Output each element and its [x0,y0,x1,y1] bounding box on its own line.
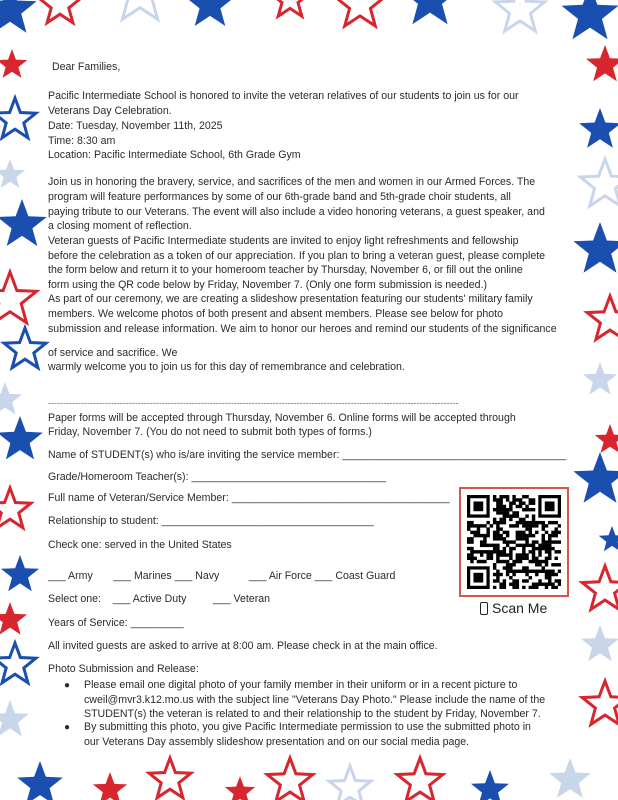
star-icon [573,452,618,503]
relationship-field[interactable]: Relationship to student: ____________________________________ [48,515,374,527]
star-icon [471,770,509,800]
form-notice: Paper forms will be accepted through Thursday, November 6. Online forms will be accepted through [48,412,516,424]
star-icon [271,0,309,16]
star-icon [583,362,617,395]
star-icon [0,382,22,415]
body-line: the form below and return it to your homeroom teacher by Thursday, November 6, or fill out the online [48,264,523,276]
star-icon [582,681,618,724]
bullet-line: By submitting this photo, you give Pacific Intermediate permission to use the submitted photo in [84,721,531,733]
scan-me-text: Scan Me [492,600,548,616]
body-line: Veteran guests of Pacific Intermediate students are invited to enjoy light refreshments and fellowship [48,235,519,247]
branch-options[interactable]: ___ Army ___ Marines ___ Navy ___ Air Force ___ Coast Guard [48,570,396,582]
photo-heading: Photo Submission and Release: [48,663,199,675]
star-icon [580,159,618,206]
closing-line: of service and sacrifice. We [48,347,178,359]
cut-line: ----------------------------------------------------------------------------------------------------------------------------------------- [48,398,459,408]
star-icon [17,761,63,800]
star-icon [0,98,36,138]
star-icon [599,526,618,551]
star-icon [587,296,618,339]
check-one-label: Check one: served in the United States [48,539,232,551]
body-line: As part of our ceremony, we are creating a slideshow presentation featuring our students' military family [48,293,533,305]
star-icon [586,45,618,81]
star-icon [549,758,591,798]
qr-code[interactable] [459,487,569,597]
star-icon [93,772,127,800]
bullet-line: our Veterans Day assembly slideshow presentation and on our social media page. [84,736,470,748]
star-icon [329,766,371,800]
qr-pattern [467,495,561,589]
veteran-name-field[interactable]: Full name of Veteran/Service Member: _____________________________________ [48,492,450,504]
star-icon [402,0,459,24]
star-icon [0,416,43,459]
star-icon [0,49,27,78]
star-icon [335,0,384,26]
event-location: Location: Pacific Intermediate School, 6th Grade Gym [48,149,301,161]
bullet-icon: ● [64,722,71,733]
scan-me-label [480,600,547,616]
star-icon [0,272,37,323]
star-icon [0,159,25,188]
star-icon [573,222,618,273]
star-icon [0,700,29,736]
star-icon [562,0,618,39]
body-line: submission and release information. We aim to honor our heroes and remind our students of the significance [48,323,557,335]
event-date: Date: Tuesday, November 11th, 2025 [48,120,223,132]
star-icon [0,199,47,246]
event-time: Time: 8:30 am [48,135,116,147]
star-icon [495,0,544,31]
body-line: before the celebration as a token of our appreciation. If you plan to bring a veteran guest, please complete [48,250,546,262]
arrival-notice: All invited guests are asked to arrive at 8:00 am. Please check in at the main office. [48,640,438,652]
star-icon [579,108,618,148]
body-line: form using the QR code below by Friday, November 7. (Only one form submission is needed.) [48,279,488,291]
body-line: program will feature performances by some of our 6th-grade band and 5th-grade choir students, all [48,191,511,203]
body-line: members. We welcome photos of both present and absent members. Please see below for photo [48,308,503,320]
student-name-field[interactable]: Name of STUDENT(s) who is/are inviting the service member: ______________________________________ [48,449,567,461]
star-icon [185,0,234,26]
intro-line: Pacific Intermediate School is honored to invite the veteran relatives of our students to join us for our [48,90,519,102]
bullet-icon: ● [64,680,71,691]
star-icon [1,555,39,591]
bullet-line: Please email one digital photo of your family member in their uniform or in a recent picture to [84,679,518,691]
form-notice: Friday, November 7. (You do not need to submit both types of forms.) [48,426,372,438]
star-icon [0,488,31,528]
star-icon [39,0,81,23]
body-line: a closing moment of reflection. [48,220,192,232]
status-options[interactable]: Select one: ___ Active Duty ___ Veteran [48,593,271,605]
star-icon [0,643,36,683]
star-icon [0,0,37,33]
star-icon [149,758,191,798]
star-icon [595,424,618,453]
body-line: paying tribute to our Veterans. The event will also include a video honoring veterans, a guest speaker, and [48,206,545,218]
star-icon [4,328,46,368]
grade-teacher-field[interactable]: Grade/Homeroom Teacher(s): _________________________________ [48,471,386,483]
bullet-line: STUDENT(s) the veteran is related to and their relationship to the student by Friday, November 7. [84,708,541,720]
greeting: Dear Families, [52,61,121,73]
star-icon [112,0,169,19]
body-line: Join us in honoring the bravery, service, and sacrifices of the men and women in our Armed Forces. The [48,176,536,188]
phone-icon [480,602,488,615]
intro-line: Veterans Day Celebration. [48,105,172,117]
star-icon [397,758,443,800]
star-icon [267,758,313,800]
years-of-service-field[interactable]: Years of Service: _________ [48,617,184,629]
star-icon [582,566,618,609]
closing-line: warmly welcome you to join us for this day of remembrance and celebration. [48,361,405,373]
star-icon [0,602,27,635]
bullet-line: cweil@mvr3.k12.mo.us with the subject line "Veterans Day Photo." Please include the name of the [84,694,546,706]
star-icon [225,776,255,800]
star-icon [581,625,618,661]
